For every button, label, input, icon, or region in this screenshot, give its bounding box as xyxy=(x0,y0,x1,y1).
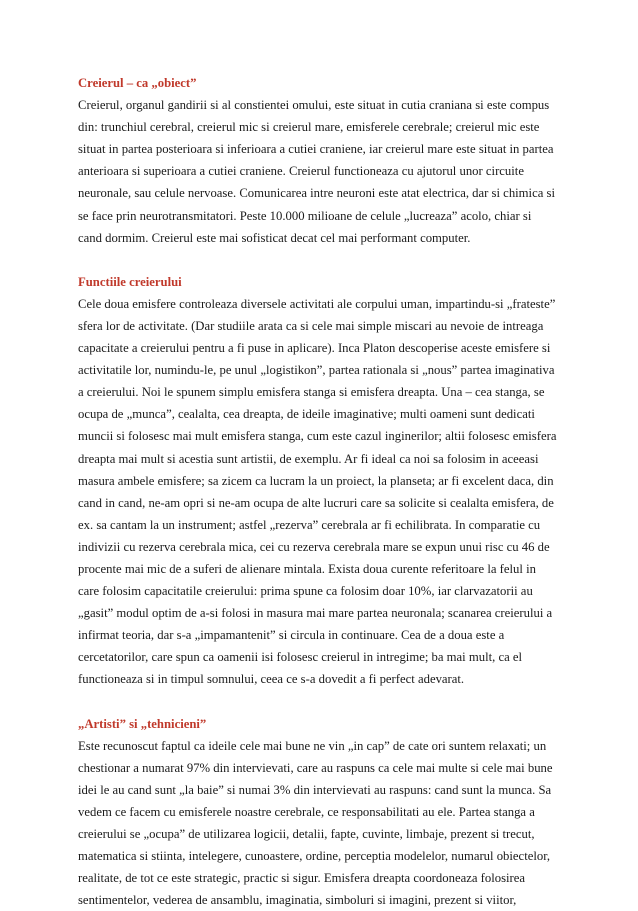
text-line: „gasit” modul optim de a-si folosi in masura mai mare partea neuronala; scanarea creierului a xyxy=(78,606,553,621)
text-line: din: trunchiul cerebral, creierul mic si creierul mare, emisferele cerebrale; creierul mic este xyxy=(78,120,540,135)
text-line: creierului se „ocupa” de utilizarea logicii, detalii, fapte, cuvinte, limbaje, prezent si trecut, xyxy=(78,827,535,841)
section-paragraph xyxy=(78,293,566,691)
section-artisti-tehnicieni xyxy=(78,713,566,911)
text-line: vedem ce facem cu emisferele noastre cerebrale, ce responsabilitati au ele. Partea stanga a xyxy=(78,804,535,819)
text-line: capacitate a creierului pentru a fi puse in aplicare). Inca Platon descoperise aceste emisfere si xyxy=(78,341,551,356)
section-spacer xyxy=(78,249,566,271)
text-line: cercetatorilor, care spun ca oamenii isi folosesc creierul in intregime; ba mai mult, ca el xyxy=(78,650,523,665)
text-line: masura ambele emisfere; sa zicem ca lucram la un proiect, la planseta; ar fi excelent daca, din xyxy=(78,473,554,488)
text-line: ocupa de „munca”, cealalta, cea dreapta, de ideile imaginative; multi oameni sunt dedicati xyxy=(78,407,535,422)
section-heading: Functiile creierului xyxy=(78,274,182,289)
text-line: care folosim capacitatile creierului: prima spune ca folosim doar 10%, iar clarvazatorii au xyxy=(78,584,533,599)
text-line: idei le au cand sunt „la baie” si numai 3% din intervievati au raspuns: cand sunt la munca. Sa xyxy=(78,782,552,797)
section-functiile-creierului xyxy=(78,271,566,691)
text-line: cand in cand, ne-am opri si ne-am ocupa de alte lucruri care sa solicite si cealalta emisfera, de xyxy=(78,495,554,510)
section-paragraph xyxy=(78,94,566,249)
text-line: functioneaza si in timpul somnului, ceea ce s-a dovedit a fi perfect adevarat. xyxy=(78,672,465,687)
text-line: realitate, de tot ce este strategic, practic si sigur. Emisfera dreapta coordoneaza folosirea xyxy=(78,871,526,886)
text-line: matematica si stiinta, intelegere, cunoastere, ordine, perceptia modelelor, numarul obiectelor, xyxy=(78,849,551,864)
section-creierul-obiect xyxy=(78,72,566,249)
text-line: muncii si folosesc mai mult emisfera stanga, cum este cazul inginerilor; altii folosesc emisfera xyxy=(78,429,557,444)
text-line: sentimentelor, vederea de ansamblu, imaginatia, simboluri si imagini, prezent si viitor, xyxy=(78,893,517,908)
text-line: sfera lor de activitate. (Dar studiile arata ca si cele mai simple miscari au nevoie de intreaga xyxy=(78,318,544,333)
text-line: cand dormim. Creierul este mai sofisticat decat cel mai performant computer. xyxy=(78,230,471,245)
text-line: indivizii cu rezerva cerebrala mica, cei cu rezerva cerebrala mare se expun unui risc cu 46 de xyxy=(78,539,550,554)
text-line: infirmat teoria, dar s-a „impamantenit” si circula in continuare. Cea de a doua este a xyxy=(78,628,505,643)
text-line: Creierul, organul gandirii si al constientei omului, este situat in cutia craniana si este compus xyxy=(78,98,550,113)
document-body xyxy=(78,72,566,911)
section-heading: „Artisti” si „tehnicieni” xyxy=(78,716,207,731)
text-line: dreapta mai mult si acestia sunt artistii, de exemplu. Ar fi ideal ca noi sa folosim in aceeasi xyxy=(78,451,539,466)
section-heading: Creierul – ca „obiect” xyxy=(78,76,197,90)
text-line: se face prin neurotransmitatori. Peste 10.000 milioane de celule „lucreaza” acolo, chiar si xyxy=(78,208,532,223)
text-line: activitatile lor, numindu-le, pe unul „logistikon”, partea rationala si „nous” partea imaginativa xyxy=(78,363,555,378)
text-line: Este recunoscut faptul ca ideile cele mai bune ne vin „in cap” de cate ori suntem relaxati; un xyxy=(78,738,547,753)
text-line: ex. sa cantam la un instrument; astfel „rezerva” cerebrala ar fi echilibrata. In comparatie cu xyxy=(78,517,541,532)
text-line: a creierului. Noi le spunem simplu emisfera stanga si emisfera dreapta. Una – cea stanga, se xyxy=(78,385,545,400)
section-paragraph xyxy=(78,735,566,911)
text-line: procente mai mic de a suferi de alienare mintala. Exista doua curente referitoare la felul in xyxy=(78,561,536,576)
text-line: neuronale, sau celule nervoase. Comunicarea intre neuroni este atat electrica, dar si chimica si xyxy=(78,186,555,201)
text-line: anterioara si superioara a cutiei craniene. Creierul functioneaza cu ajutorul unor circuite xyxy=(78,164,524,179)
text-line: Cele doua emisfere controleaza diversele activitati ale corpului uman, impartindu-si „frateste” xyxy=(78,296,556,311)
section-spacer xyxy=(78,691,566,713)
text-line: situat in partea posterioara si inferioara a cutiei craniene, iar creierul mare este situat in partea xyxy=(78,142,554,157)
text-line: chestionar a numarat 97% din intervievati, care au raspuns ca cele mai multe si cele mai bune xyxy=(78,760,553,775)
